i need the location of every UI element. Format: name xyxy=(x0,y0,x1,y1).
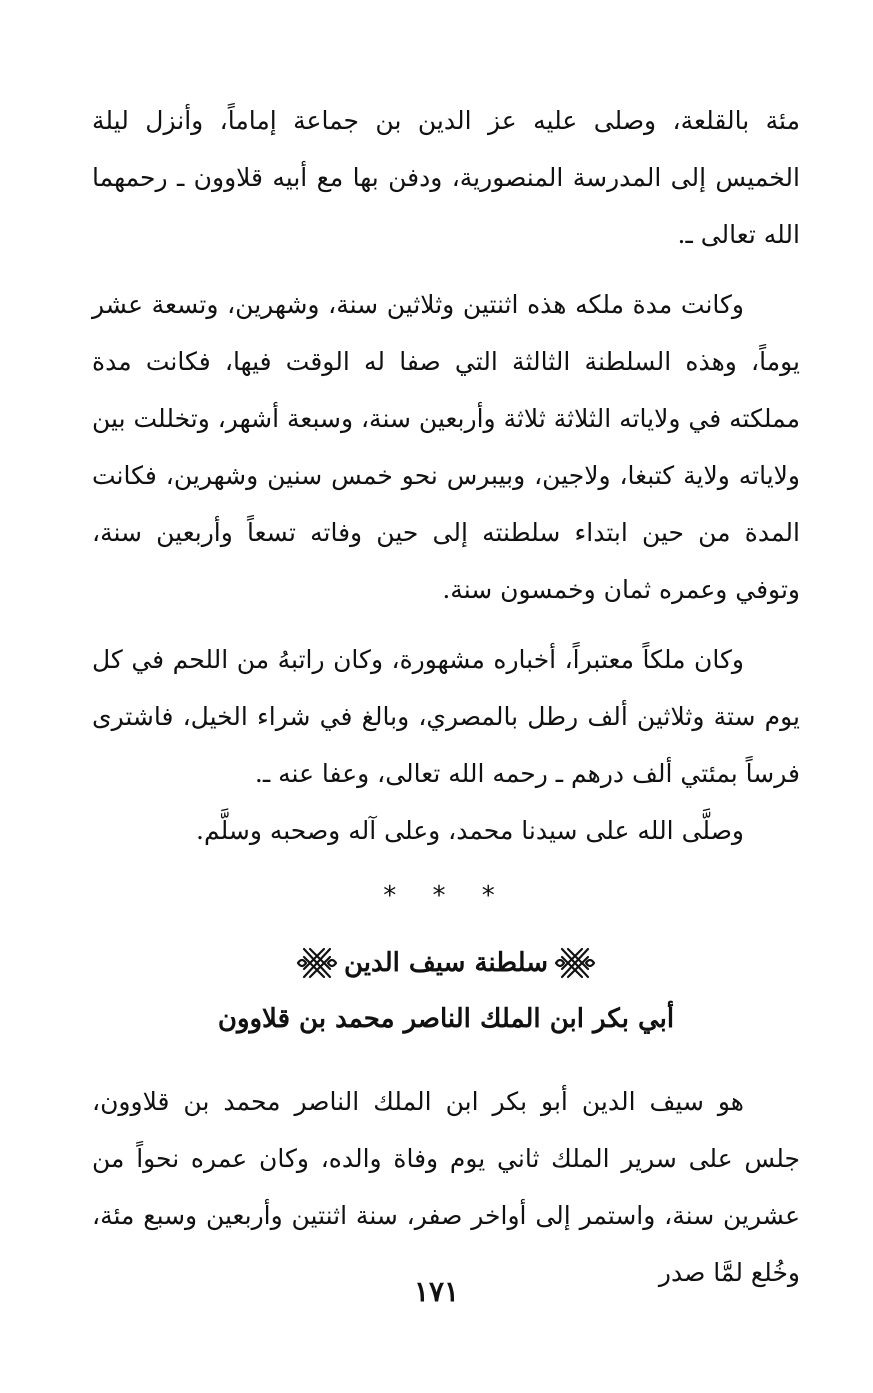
paragraph-2: وكانت مدة ملكه هذه اثنتين وثلاثين سنة، وشهرين، وتسعة عشر يوماً، وهذه السلطنة الثالثة التي صفا له الوقت فيها، فكانت مدة مملكته في ولاياته الثلاثة ثلاثة وأربعين سنة، وسبعة أشهر، وتخللت بين ولاياته ولاية كتبغا، ولاجين، وبيبرس نحو خمس سنين وشهرين، فكانت المدة من حين ابتداء سلطنته إلى حين وفاته تسعاً وأربعين سنة، وتوفي وعمره ثمان وخمسون سنة. xyxy=(92,290,800,604)
paragraph-3: وكان ملكاً معتبراً، أخباره مشهورة، وكان راتبهُ من اللحم في كل يوم ستة وثلاثين ألف رطل بالمصري، وبالغ في شراء الخيل، فاشترى فرساً بمئتي ألف درهم ـ رحمه الله تعالى، وعفا عنه ـ. xyxy=(92,645,800,788)
paragraph-1: مئة بالقلعة، وصلى عليه عز الدين بن جماعة إماماً، وأنزل ليلة الخميس إلى المدرسة المنصورية، ودفن بها مع أبيه قلاوون ـ رحمهما الله تعالى ـ. xyxy=(92,106,800,249)
page-body xyxy=(92,92,800,1301)
page-number: ١٧١ xyxy=(413,1275,460,1308)
paragraph-4: وصلَّى الله على سيدنا محمد، وعلى آله وصحبه وسلَّم. xyxy=(196,816,744,845)
section-separator: * * * xyxy=(383,881,509,911)
heading-line-2: أبي بكر ابن الملك الناصر محمد بن قلاوون xyxy=(217,1004,675,1034)
ornament-right-icon xyxy=(554,943,596,983)
heading-line-1: سلطنة سيف الدين xyxy=(344,948,548,978)
section-heading xyxy=(92,935,800,991)
paragraph-5: هو سيف الدين أبو بكر ابن الملك الناصر محمد بن قلاوون، جلس على سرير الملك ثاني يوم وفاة والده، وكان عمره نحواً من عشرين سنة، واستمر إلى أواخر صفر، سنة اثنتين وأربعين وسبع مئة، وخُلع لمَّا صدر xyxy=(92,1087,800,1287)
ornament-left-icon xyxy=(296,943,338,983)
